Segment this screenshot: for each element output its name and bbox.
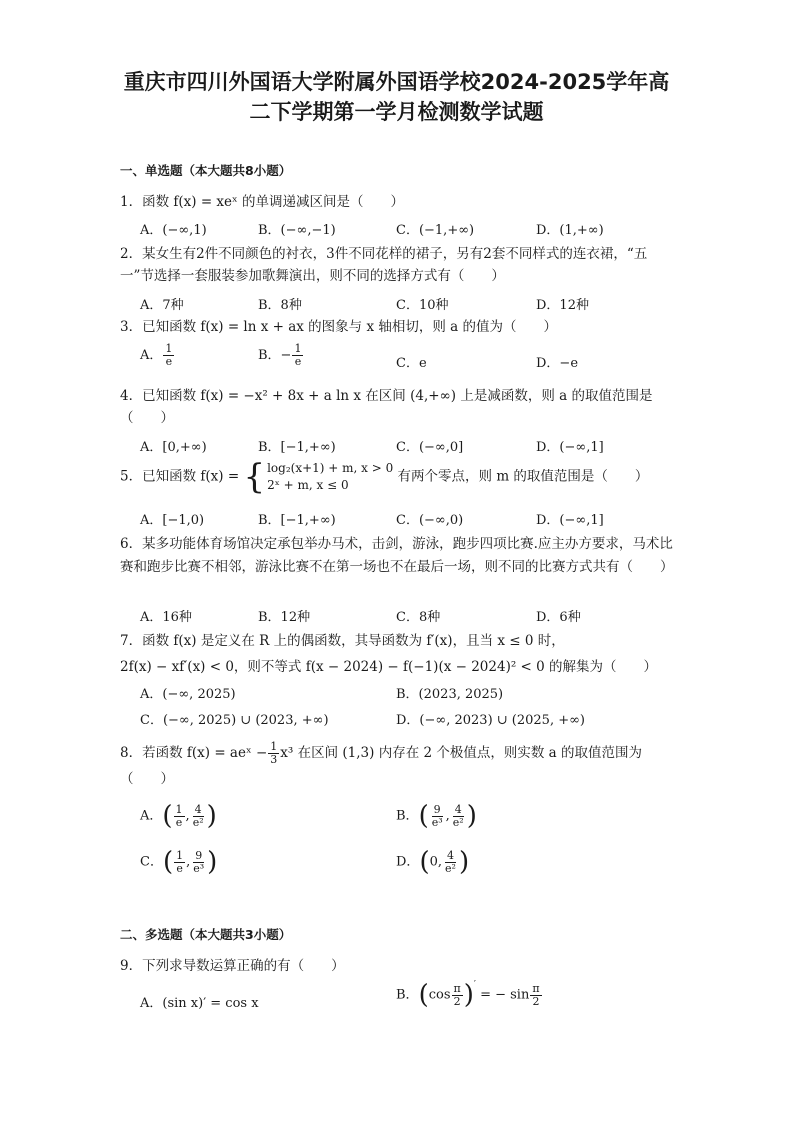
question-number: 7． <box>120 633 143 649</box>
option-label: B．− <box>258 348 292 363</box>
option-d: D．−e <box>536 356 579 371</box>
option-a: A．16种 <box>140 610 192 625</box>
question-9 <box>120 955 675 977</box>
option-a: A．(−∞,1) <box>140 223 207 238</box>
open-paren: ( <box>418 801 429 831</box>
question-stem-line2: 2f(x) − xf′(x) < 0，则不等式 f(x − 2024) − f(−1)(x − 2024)² < 0 的解集为（ ） <box>120 659 658 675</box>
denominator: 2 <box>532 994 540 1008</box>
rhs-text: = − sin <box>480 987 530 1003</box>
option-b <box>396 980 543 1010</box>
option-b: B．8种 <box>258 298 302 313</box>
open-paren: ( <box>419 847 430 877</box>
denominator: e <box>165 355 173 368</box>
fraction-upper <box>443 850 458 875</box>
numerator: 1 <box>270 740 278 753</box>
option-c: C．8种 <box>396 610 441 625</box>
denominator: 2 <box>453 994 461 1008</box>
option-c: C．( $\frac{1}{e}$ , $\frac{9}{\text{e³}}$ ) <box>140 847 218 877</box>
question-stem: 已知函数 f(x) = −x² + 8x + a ln x 在区间 (4,+∞) 上是减函数，则 a 的取值范围是（ ） <box>120 388 653 426</box>
fraction <box>163 343 174 368</box>
fraction-lower <box>174 804 185 829</box>
option-c: C．(−1,+∞) <box>396 223 475 238</box>
stem-text: 函数 f(x) 是定义在 R 上的偶函数，其导函数为 f′(x)，且当 x ≤ 0 时， <box>142 633 565 649</box>
option-b <box>258 343 304 368</box>
option-b: B．(2023, 2025) <box>396 687 504 702</box>
option-a: A．( $\frac{1}{e}$ , $\frac{4}{\text{e²}}$ ) <box>140 801 217 831</box>
fraction-lower <box>174 850 185 875</box>
open-paren: ( <box>418 980 429 1010</box>
option-a: A．7种 <box>140 298 184 313</box>
prime-mark: ′ <box>473 980 476 990</box>
question-stem-line1 <box>120 630 675 652</box>
numerator: 9 <box>195 848 203 862</box>
denominator: 3 <box>270 753 278 766</box>
question-6 <box>120 533 675 579</box>
option-b: B．[−1,+∞) <box>258 513 336 528</box>
question-stem: 某多功能体育场馆决定承包举办马术，击剑，游泳，跑步四项比赛.应主办方要求，马术比赛和跑步比赛不相邻，游泳比赛不在第一场也不在最后一场，则不同的比赛方式共有（ ） <box>120 536 674 575</box>
piecewise-function <box>243 457 394 497</box>
numerator: π <box>532 981 540 995</box>
option-a: A．[0,+∞) <box>140 440 207 455</box>
option-c: C．10种 <box>396 298 449 313</box>
option-a: A．[−1,0) <box>140 513 205 528</box>
fraction <box>292 343 303 368</box>
option-b: B．( $\frac{9}{\text{e³}}$ , $\frac{4}{\text{e²}}$ ) <box>396 801 477 831</box>
denominator: e² <box>192 815 204 829</box>
section-heading-single-choice: 一、单选题（本大题共8小题） <box>120 163 292 178</box>
option-d: D．(−∞, 2023) ∪ (2025, +∞) <box>396 713 586 728</box>
option-d: D．(1,+∞) <box>536 223 604 238</box>
option-a: A．(sin x)′ = cos x <box>140 996 259 1011</box>
option-b: B．[−1,+∞) <box>258 440 336 455</box>
question-2 <box>120 243 675 287</box>
stem-pre: 若函数 f(x) = aeˣ − <box>142 745 268 761</box>
left-brace: { <box>243 457 266 497</box>
fraction <box>268 741 279 766</box>
close-paren: ) <box>458 847 470 877</box>
question-stem: 已知函数 f(x) = ln x + ax 的图象与 x 轴相切，则 a 的值为（ ） <box>142 319 558 335</box>
open-paren: ( <box>162 847 174 877</box>
question-8 <box>120 740 675 792</box>
option-b: B．(−∞,−1) <box>258 223 336 238</box>
case-1: log₂(x+1) + m, x > 0 <box>267 461 394 475</box>
option-label: B． <box>396 808 419 824</box>
question-number: 3． <box>120 319 143 335</box>
question-number: 6． <box>120 536 143 552</box>
close-paren: ) <box>207 847 218 877</box>
option-label: A． <box>140 348 163 363</box>
numerator: π <box>453 981 461 995</box>
option-d: D．6种 <box>536 610 581 625</box>
close-paren: ) <box>466 801 477 831</box>
option-a: A．(−∞, 2025) <box>140 687 236 702</box>
case-2: 2ˣ + m, x ≤ 0 <box>267 478 349 492</box>
denominator: e³ <box>193 861 205 875</box>
fraction-lower <box>430 804 445 829</box>
numerator: 1 <box>294 342 302 355</box>
denominator: e <box>175 815 183 829</box>
numerator: 1 <box>176 848 184 862</box>
denominator: e³ <box>431 815 443 829</box>
numerator: 1 <box>175 802 183 816</box>
numerator: 1 <box>165 342 173 355</box>
lower-bound: 0 <box>429 854 438 870</box>
option-label: A． <box>140 808 163 824</box>
close-paren: ) <box>463 980 474 1010</box>
stem-post: x³ 在区间 (1,3) 内存在 2 个极值点，则实数 a 的取值范围为（ ） <box>120 745 643 787</box>
close-paren: ) <box>206 801 217 831</box>
question-4 <box>120 385 675 429</box>
option-label: C． <box>140 854 163 870</box>
question-number: 2． <box>120 246 143 262</box>
denominator: e² <box>445 861 456 875</box>
page-title-line2: 二下学期第一学月检测数学试题 <box>249 100 544 124</box>
option-a <box>140 343 175 368</box>
denominator: e² <box>452 815 464 829</box>
option-d: D．12种 <box>536 298 589 313</box>
option-c: C．e <box>396 356 427 371</box>
option-d: D．(−∞,1] <box>536 513 604 528</box>
fraction <box>530 983 541 1008</box>
fraction <box>452 983 463 1008</box>
numerator: 9 <box>433 802 441 816</box>
option-d: D．(0, $\frac{4}{\text{e²}}$ ) <box>396 847 470 877</box>
option-c: C．(−∞,0) <box>396 513 464 528</box>
question-number: 1． <box>120 194 143 210</box>
question-1 <box>120 191 675 213</box>
question-stem-pre: 已知函数 f(x) = <box>142 468 240 485</box>
open-paren: ( <box>162 801 173 831</box>
fraction-upper <box>451 804 466 829</box>
question-number: 9． <box>120 958 143 974</box>
option-label: D． <box>396 854 420 870</box>
question-3 <box>120 316 675 338</box>
option-label: B． <box>396 987 419 1003</box>
denominator: e <box>176 861 183 875</box>
question-stem: 函数 f(x) = xeˣ 的单调递减区间是（ ） <box>142 194 405 210</box>
option-d: D．(−∞,1] <box>536 440 604 455</box>
cases <box>267 460 393 494</box>
fraction-upper <box>191 804 206 829</box>
question-stem: 某女生有2件不同颜色的衬衣，3件不同花样的裙子，另有2套不同样式的连衣裙，“五一”节选择一套服装参加歌舞演出，则不同的选择方式有（ ） <box>120 246 648 284</box>
question-5 <box>120 457 675 497</box>
question-number: 5． <box>120 468 143 485</box>
page-title-line1: 重庆市四川外国语大学附属外国语学校2024-2025学年高 <box>123 70 670 94</box>
section-heading-multiple-choice: 二、多选题（本大题共3小题） <box>120 927 292 942</box>
question-stem-post: 有两个零点，则 m 的取值范围是（ ） <box>397 468 649 485</box>
cos-text: cos <box>428 987 451 1003</box>
option-b: B．12种 <box>258 610 311 625</box>
numerator: 4 <box>454 802 462 816</box>
denominator: e <box>294 355 302 368</box>
fraction-upper <box>191 850 206 875</box>
question-number: 4． <box>120 388 143 404</box>
question-stem: 下列求导数运算正确的有（ ） <box>142 958 345 974</box>
option-c: C．(−∞,0] <box>396 440 464 455</box>
numerator: 4 <box>194 802 202 816</box>
question-number: 8． <box>120 745 143 761</box>
option-c: C．(−∞, 2025) ∪ (2023, +∞) <box>140 713 329 728</box>
numerator: 4 <box>446 848 454 862</box>
question-7 <box>120 630 675 678</box>
